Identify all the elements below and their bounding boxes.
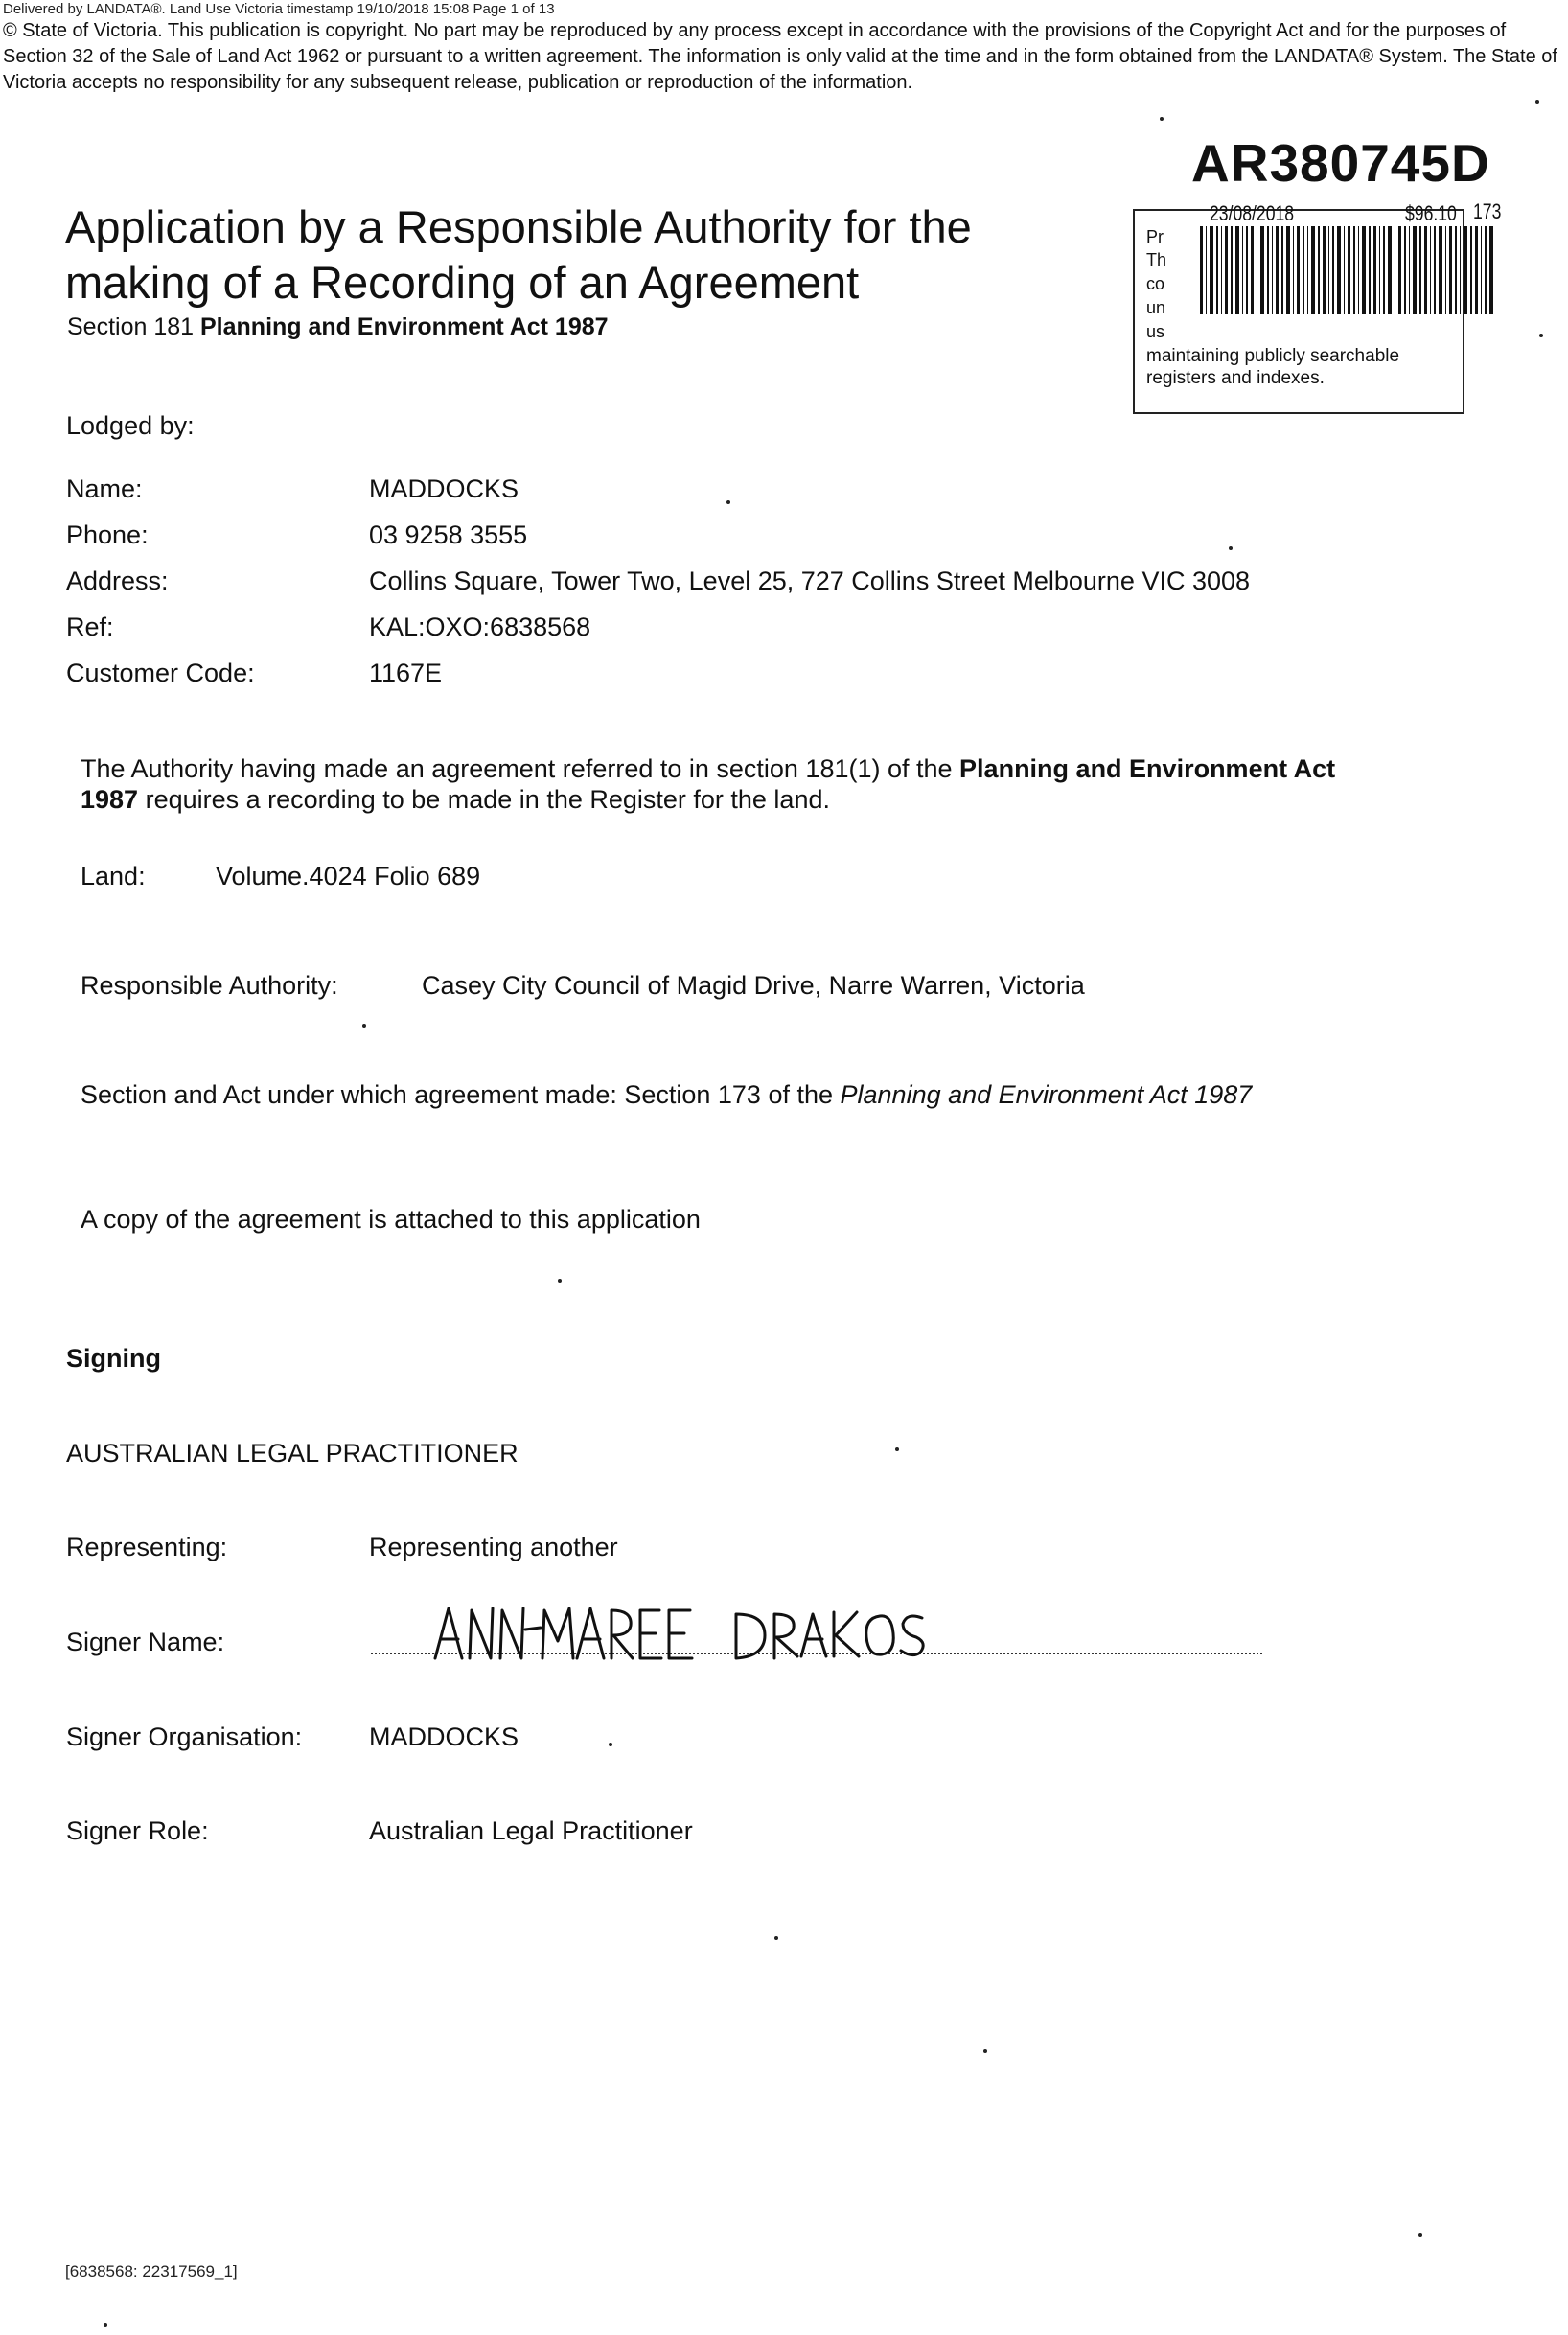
statement-act-year: 1987 — [81, 785, 139, 814]
scan-speck — [726, 500, 730, 504]
scan-speck — [895, 1447, 899, 1451]
instrument-number: AR380745D — [1191, 133, 1490, 193]
section-act-text: Section and Act under which agreement made: Section 173 of the — [81, 1080, 841, 1109]
stamp-date: 23/08/2018 — [1210, 201, 1295, 225]
subtitle — [67, 312, 609, 341]
signer-organisation-label: Signer Organisation: — [66, 1722, 303, 1751]
statement-text-end: requires a recording to be made in the Register for the land. — [138, 785, 830, 814]
title-line-1: Application by a Responsible Authority for the — [65, 201, 972, 252]
address-label: Address: — [66, 566, 169, 595]
scan-speck — [1539, 334, 1543, 337]
signer-organisation-value: MADDOCKS — [369, 1722, 519, 1751]
scan-speck — [1229, 546, 1233, 550]
stamp-fee: $96.10 — [1405, 201, 1457, 225]
representing-label: Representing: — [66, 1533, 228, 1561]
scan-speck — [983, 2049, 987, 2053]
stamp-fragment: Th — [1146, 250, 1167, 269]
ref-value: KAL:OXO:6838568 — [369, 613, 591, 641]
responsible-authority-label: Responsible Authority: — [81, 971, 338, 1000]
scan-speck — [1535, 100, 1539, 104]
practitioner-heading: AUSTRALIAN LEGAL PRACTITIONER — [66, 1439, 519, 1468]
phone-label: Phone: — [66, 520, 149, 549]
scan-speck — [558, 1279, 562, 1283]
responsible-authority-value: Casey City Council of Magid Drive, Narre Warren, Victoria — [422, 971, 1085, 1000]
name-value: MADDOCKS — [369, 474, 519, 503]
scan-speck — [362, 1024, 366, 1028]
page-title — [65, 199, 972, 311]
statement-act: Planning and Environment Act — [959, 754, 1336, 783]
copy-attached-note: A copy of the agreement is attached to this application — [81, 1205, 701, 1234]
land-value: Volume.4024 Folio 689 — [216, 862, 481, 890]
signer-role-value: Australian Legal Practitioner — [369, 1816, 693, 1845]
scan-speck — [1160, 117, 1164, 121]
copyright-notice: © State of Victoria. This publication is copyright. No part may be reproduced by any process except in accordance with the provisions of the Copyright Act and for the purposes of Section 32 of the Sale of Land Act 1962 or pursuant to a written agreement. The information is only valid at the time and in the form obtained from the LANDATA® System. The State of Victoria accepts no responsibility for any subsequent release, publication or reproduction of the information. — [3, 20, 1557, 93]
statement-text: The Authority having made an agreement referred to in section 181(1) of the — [81, 754, 960, 783]
subtitle-act: Planning and Environment Act 1987 — [200, 313, 609, 340]
stamp-privacy-text: maintaining publicly searchable registers and indexes. — [1146, 346, 1400, 388]
land-label: Land: — [81, 862, 146, 890]
scan-speck — [104, 2323, 107, 2327]
customer-code-label: Customer Code: — [66, 659, 255, 687]
document-reference: [6838568: 22317569_1] — [65, 2262, 238, 2280]
scan-speck — [1418, 2233, 1422, 2237]
title-line-2: making of a Recording of an Agreement — [65, 257, 860, 308]
subtitle-section: Section 181 — [67, 313, 200, 340]
signer-name-label: Signer Name: — [66, 1628, 225, 1656]
address-value: Collins Square, Tower Two, Level 25, 727 Collins Street Melbourne VIC 3008 — [369, 566, 1251, 595]
scan-speck — [609, 1743, 612, 1746]
phone-value: 03 9258 3555 — [369, 520, 528, 549]
signer-role-label: Signer Role: — [66, 1816, 209, 1845]
authority-statement — [81, 753, 1422, 815]
stamp-fragment: un — [1146, 298, 1166, 317]
lodged-by-heading: Lodged by: — [66, 411, 195, 440]
name-label: Name: — [66, 474, 143, 503]
section-act-name: Planning and Environment Act 1987 — [840, 1080, 1253, 1109]
customer-code-value: 1167E — [369, 659, 443, 687]
ref-label: Ref: — [66, 613, 114, 641]
signing-heading: Signing — [66, 1344, 161, 1373]
scan-speck — [774, 1936, 778, 1940]
handwritten-signer-name — [429, 1593, 928, 1670]
stamp-fragment: co — [1146, 274, 1165, 293]
stamp-fragment: Pr — [1146, 227, 1164, 246]
stamp-fragment: us — [1146, 322, 1165, 341]
representing-value: Representing another — [369, 1533, 618, 1561]
barcode-icon — [1198, 226, 1497, 314]
stamp-code: 173 — [1473, 199, 1502, 223]
section-act-line — [81, 1079, 1252, 1110]
delivery-line: Delivered by LANDATA®. Land Use Victoria timestamp 19/10/2018 15:08 Page 1 of 13 — [3, 1, 555, 17]
